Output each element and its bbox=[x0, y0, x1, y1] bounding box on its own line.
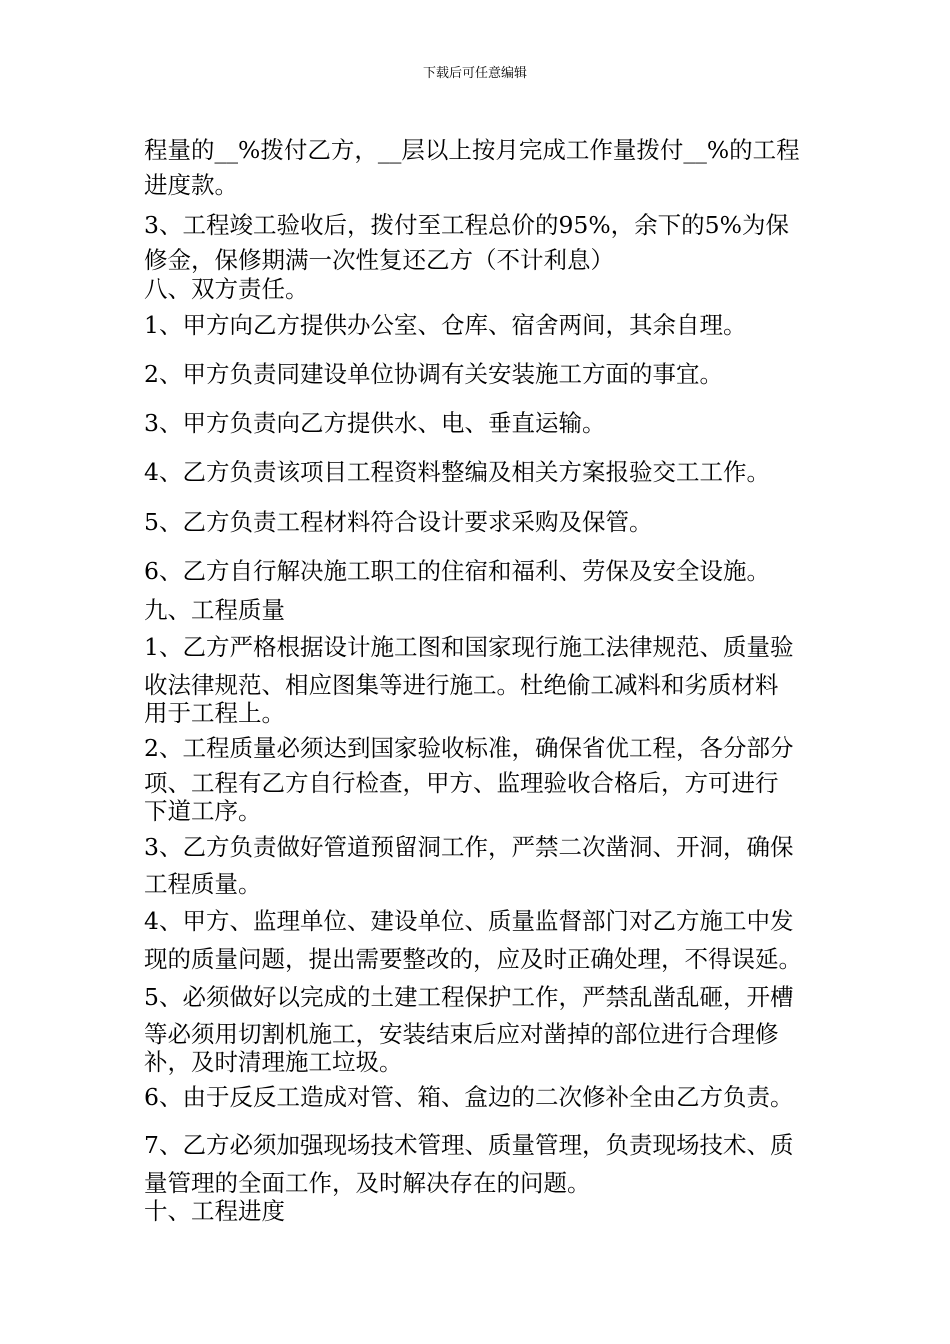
body-line: 程量的__%拨付乙方，__层以上按月完成工作量拨付__%的工程 bbox=[144, 136, 800, 164]
body-line: 1、乙方严格根据设计施工图和国家现行施工法律规范、质量验 bbox=[144, 633, 794, 661]
body-line: 下道工序。 bbox=[144, 797, 262, 825]
body-line: 4、乙方负责该项目工程资料整编及相关方案报验交工工作。 bbox=[144, 458, 770, 486]
page-header: 下载后可任意编辑 bbox=[422, 66, 527, 81]
body-line: 工程质量。 bbox=[144, 870, 262, 898]
section-heading: 八、双方责任。 bbox=[144, 275, 309, 303]
body-line: 修金，保修期满一次性复还乙方（不计利息） bbox=[144, 246, 614, 274]
body-line: 量管理的全面工作，及时解决存在的问题。 bbox=[144, 1169, 591, 1197]
body-line: 进度款。 bbox=[144, 171, 238, 199]
body-line: 4、甲方、监理单位、建设单位、质量监督部门对乙方施工中发 bbox=[144, 907, 794, 935]
body-line: 2、甲方负责同建设单位协调有关安装施工方面的事宜。 bbox=[144, 360, 723, 388]
body-line: 用于工程上。 bbox=[144, 699, 285, 727]
body-line: 3、工程竣工验收后，拨付至工程总价的95%，余下的5%为保 bbox=[144, 211, 789, 239]
body-line: 2、工程质量必须达到国家验收标准，确保省优工程，各分部分 bbox=[144, 734, 794, 762]
section-heading: 九、工程质量 bbox=[144, 596, 285, 624]
body-line: 5、必须做好以完成的土建工程保护工作，严禁乱凿乱砸，开槽 bbox=[144, 983, 794, 1011]
body-line: 1、甲方向乙方提供办公室、仓库、宿舍两间，其余自理。 bbox=[144, 311, 747, 339]
body-line: 5、乙方负责工程材料符合设计要求采购及保管。 bbox=[144, 508, 653, 536]
body-line: 3、甲方负责向乙方提供水、电、垂直运输。 bbox=[144, 409, 606, 437]
body-line: 项、工程有乙方自行检查，甲方、监理验收合格后，方可进行 bbox=[144, 769, 779, 797]
body-line: 3、乙方负责做好管道预留洞工作，严禁二次凿洞、开洞，确保 bbox=[144, 833, 794, 861]
body-line: 等必须用切割机施工，安装结束后应对凿掉的部位进行合理修 bbox=[144, 1020, 779, 1048]
body-line: 6、由于反反工造成对管、箱、盒边的二次修补全由乙方负责。 bbox=[144, 1083, 794, 1111]
body-line: 现的质量问题，提出需要整改的，应及时正确处理，不得误延。 bbox=[144, 945, 802, 973]
body-line: 7、乙方必须加强现场技术管理、质量管理，负责现场技术、质 bbox=[144, 1131, 794, 1159]
section-heading: 十、工程进度 bbox=[144, 1197, 285, 1225]
body-line: 收法律规范、相应图集等进行施工。杜绝偷工减料和劣质材料 bbox=[144, 671, 779, 699]
body-line: 6、乙方自行解决施工职工的住宿和福利、劳保及安全设施。 bbox=[144, 557, 770, 585]
body-line: 补，及时清理施工垃圾。 bbox=[144, 1048, 403, 1076]
